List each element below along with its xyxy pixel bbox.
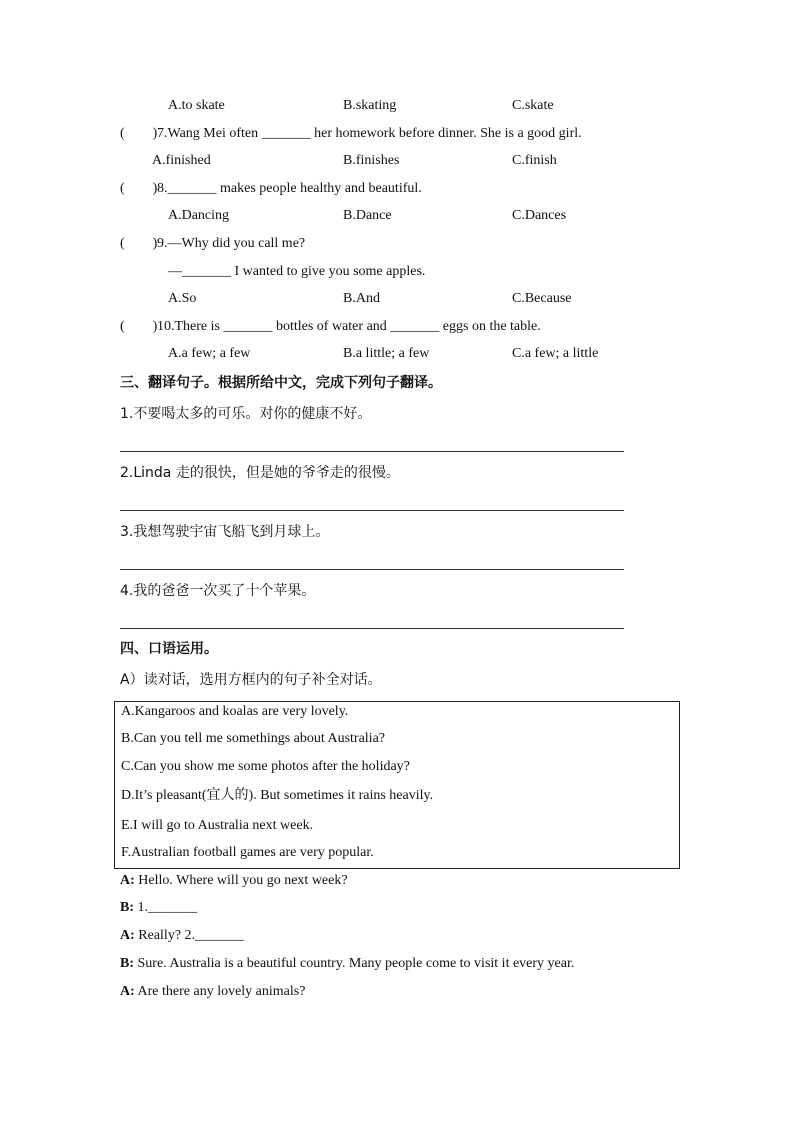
speaker-label: B: xyxy=(120,900,134,915)
section4-instruction: A）读对话，选用方框内的句子补全对话。 xyxy=(120,672,382,688)
q9-question-line2: —_______ I wanted to give you some apples. xyxy=(168,264,426,279)
answer-line-2[interactable] xyxy=(120,510,624,511)
answer-line-1[interactable] xyxy=(120,451,624,452)
translation-item-4: 4.我的爸爸一次买了十个苹果。 xyxy=(120,583,316,599)
q10-answer-paren: ( ) xyxy=(120,319,158,334)
q7-option-a: A.finished xyxy=(152,153,211,168)
speaker-label: B: xyxy=(120,956,134,971)
q10-question: 10.There is _______ bottles of water and _______ eggs on the table. xyxy=(157,319,541,334)
dialog-line-5 xyxy=(120,983,305,1001)
sentence-options-box xyxy=(114,701,680,869)
q10-option-b: B.a little; a few xyxy=(343,346,430,361)
q9-option-b: B.And xyxy=(343,291,380,306)
answer-line-4[interactable] xyxy=(120,628,624,629)
q8-option-b: B.Dance xyxy=(343,208,392,223)
q8-option-c: C.Dances xyxy=(512,208,567,223)
q9-answer-paren: ( ) xyxy=(120,236,158,251)
speaker-label: A: xyxy=(120,873,135,888)
dialog-line-4 xyxy=(120,955,574,973)
box-option-e: E.I will go to Australia next week. xyxy=(121,818,314,833)
box-option-c: C.Can you show me some photos after the holiday? xyxy=(121,759,410,774)
q9-question: 9.—Why did you call me? xyxy=(157,236,306,251)
speaker-label: A: xyxy=(120,928,135,943)
q7-option-b: B.finishes xyxy=(343,153,400,168)
q8-answer-paren: ( ) xyxy=(120,181,158,196)
q6-option-b: B.skating xyxy=(343,98,397,113)
speaker-label: A: xyxy=(120,984,135,999)
q10-option-c: C.a few; a little xyxy=(512,346,599,361)
answer-line-3[interactable] xyxy=(120,569,624,570)
q6-option-c: C.skate xyxy=(512,98,554,113)
dialog-line-2 xyxy=(120,899,197,917)
dialog-line-1 xyxy=(120,872,348,890)
translation-item-2: 2.Linda 走的很快，但是她的爷爷走的很慢。 xyxy=(120,465,400,481)
q8-question: 8._______ makes people healthy and beautiful. xyxy=(157,181,422,196)
box-option-a: A.Kangaroos and koalas are very lovely. xyxy=(121,704,349,719)
dialog-text: Are there any lovely animals? xyxy=(134,984,306,999)
q6-option-a: A.to skate xyxy=(168,98,225,113)
section4-heading: 四、口语运用。 xyxy=(120,641,218,657)
q9-option-a: A.So xyxy=(168,291,197,306)
box-option-d: D.It’s pleasant(宜人的). But sometimes it rains heavily. xyxy=(121,788,434,803)
q8-option-a: A.Dancing xyxy=(168,208,230,223)
box-option-f: F.Australian football games are very popular. xyxy=(121,845,374,860)
q7-option-c: C.finish xyxy=(512,153,557,168)
section3-heading: 三、翻译句子。根据所给中文，完成下列句子翻译。 xyxy=(120,375,442,391)
dialog-line-3 xyxy=(120,927,244,945)
q9-option-c: C.Because xyxy=(512,291,572,306)
dialog-text: Hello. Where will you go next week? xyxy=(134,873,348,888)
q10-option-a: A.a few; a few xyxy=(168,346,251,361)
translation-item-3: 3.我想驾驶宇宙飞船飞到月球上。 xyxy=(120,524,330,540)
box-option-b: B.Can you tell me somethings about Australia? xyxy=(121,731,386,746)
q7-question: 7.Wang Mei often _______ her homework before dinner. She is a good girl. xyxy=(157,126,582,141)
dialog-text: Sure. Australia is a beautiful country. Many people come to visit it every year. xyxy=(134,956,575,971)
translation-item-1: 1.不要喝太多的可乐。对你的健康不好。 xyxy=(120,406,372,422)
q7-answer-paren: ( ) xyxy=(120,126,158,141)
dialog-text: 1._______ xyxy=(134,900,197,915)
dialog-text: Really? 2._______ xyxy=(134,928,245,943)
